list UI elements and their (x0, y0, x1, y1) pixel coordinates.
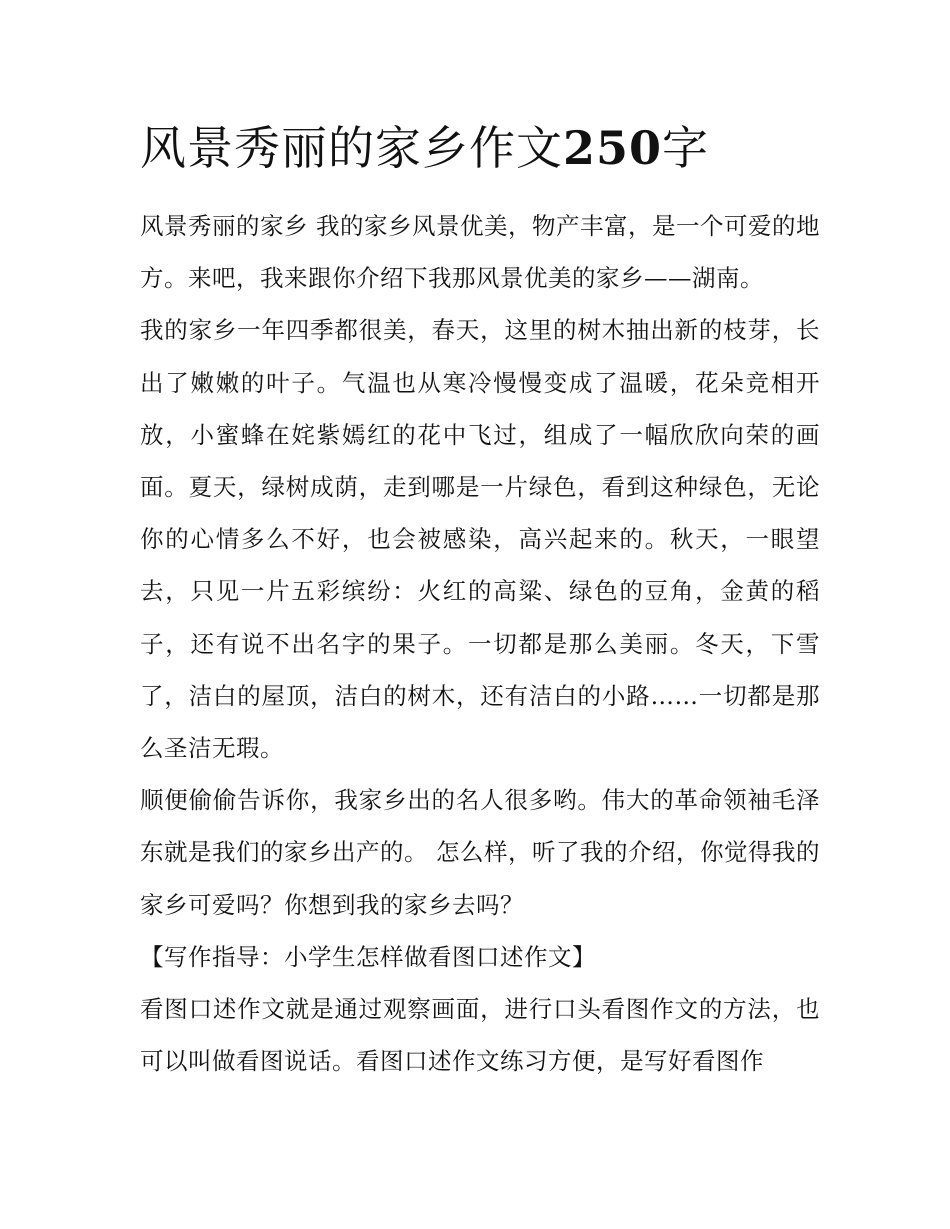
page-title (140, 112, 840, 184)
paragraph-famous-people: 顺便偷偷告诉你，我家乡出的名人很多哟。伟大的革命领袖毛泽东就是我们的家乡出产的。 怎么样，听了我的介绍，你觉得我的家乡可爱吗？你想到我的家乡去吗？ (140, 786, 820, 919)
paragraph-intro: 风景秀丽的家乡 我的家乡风景优美，物产丰富，是一个可爱的地方。来吧，我来跟你介绍下我那风景优美的家乡——湖南。 (140, 212, 820, 293)
title-text: 风景秀丽的家乡作文 (140, 121, 563, 175)
section-heading-writing-guide: 【写作指导：小学生怎样做看图口述作文】 (140, 942, 596, 971)
paragraph-seasons: 我的家乡一年四季都很美，春天，这里的树木抽出新的枝芽，长出了嫩嫩的叶子。气温也从寒冷慢慢变成了温暖，花朵竞相开放，小蜜蜂在姹紫嫣红的花中飞过，组成了一幅欣欣向荣的画面。夏天，绿树成荫，走到哪是一片绿色，看到这种绿色，无论你的心情多么不好，也会被感染，高兴起来的。秋天，一眼望去，只见一片五彩缤纷：火红的高粱、绿色的豆角，金黄的稻子，还有说不出名字的果子。一切都是那么美丽。冬天，下雪了，洁白的屋顶，洁白的树木，还有洁白的小路……一切都是那么圣洁无瑕。 (140, 316, 820, 763)
title-number: 250 (563, 121, 663, 175)
article-body (140, 200, 820, 1087)
title-suffix: 字 (662, 121, 710, 175)
paragraph-guide: 看图口述作文就是通过观察画面，进行口头看图作文的方法，也可以叫做看图说话。看图口述作文练习方便，是写好看图作 (140, 995, 820, 1076)
